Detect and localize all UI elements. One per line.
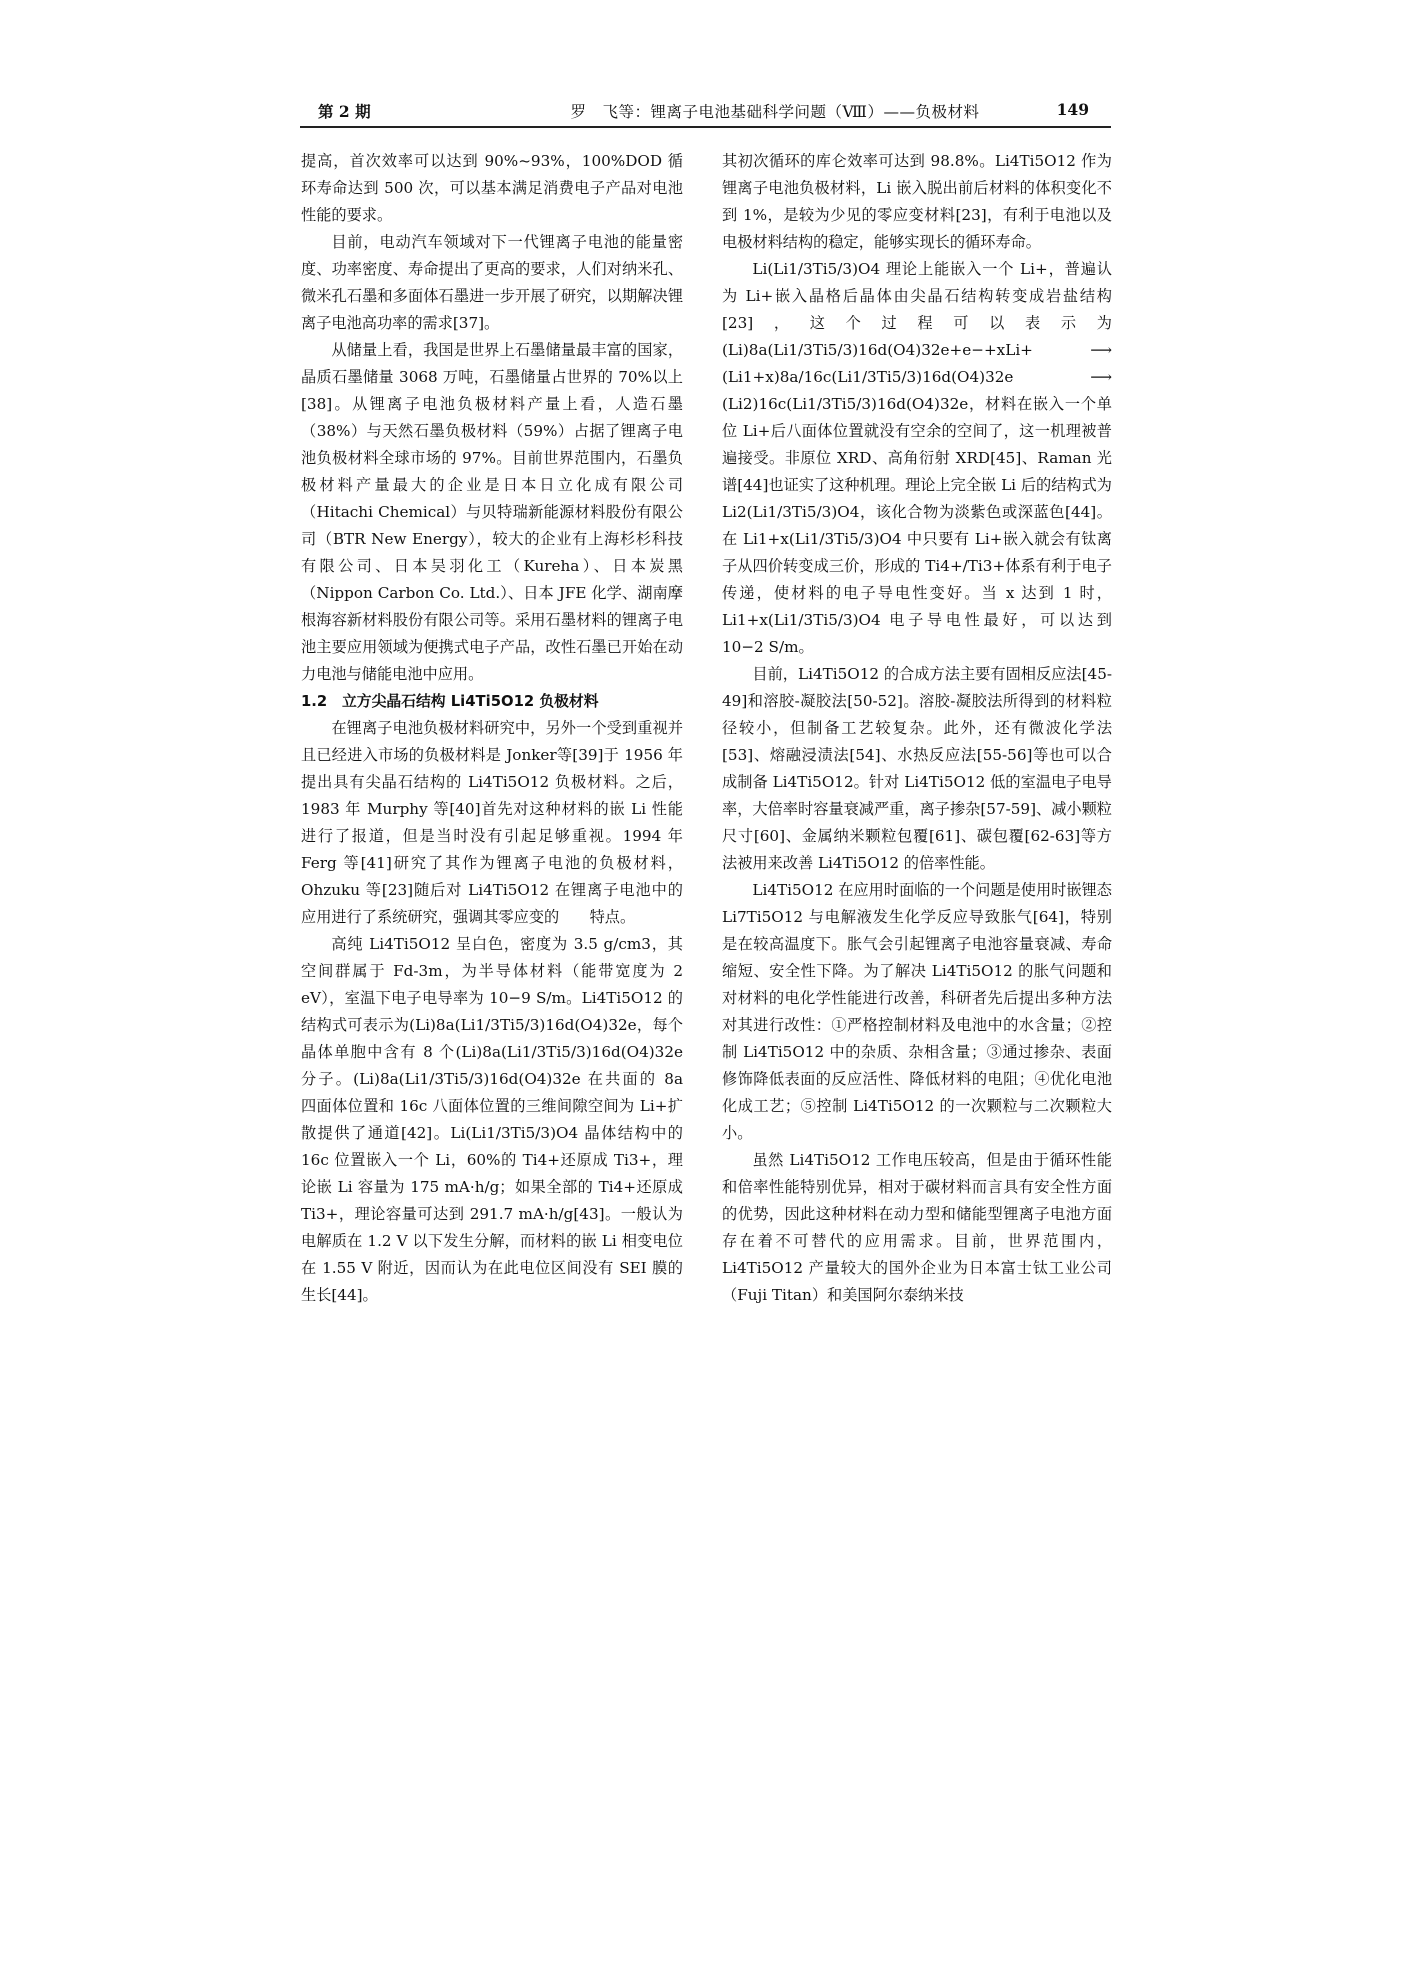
right-paragraph-3: 目前，Li4Ti5O12 的合成方法主要有固相反应法[45-49]和溶胶-凝胶法[50-52]。溶胶-凝胶法所得到的材料粒径较小，但制备工艺较复杂。此外，还有微波化学法[53]、熔融浸渍法[54]、水热反应法[55-56]等也可以合成制备 Li4Ti5O12。针对 Li4Ti5O12 低的室温电子电导率，大倍率时容量衰减严重，离子掺杂[57-59]、减小颗粒尺寸[60]、金属纳米颗粒包覆[61]、碳包覆[62-63]等方法被用来改善 Li4Ti5O12 的倍率性能。 [722,665,1112,872]
left-paragraph-2: 目前，电动汽车领域对下一代锂离子电池的能量密度、功率密度、寿命提出了更高的要求，人们对纳米孔、微米孔石墨和多面体石墨进一步开展了研究，以期解决锂离子电池高功率的需求[37]。 [301,233,683,332]
right-paragraph-1: 其初次循环的库仑效率可达到 98.8%。Li4Ti5O12 作为锂离子电池负极材料，Li 嵌入脱出前后材料的体积变化不到 1%，是较为少见的零应变材料[23]，有利于电池以及电极材料结构的稳定，能够实现长的循环寿命。 [722,152,1112,251]
running-title: 罗 飞等：锂离子电池基础科学问题（Ⅷ）——负极材料 [570,103,980,121]
left-paragraph-4: 在锂离子电池负极材料研究中，另外一个受到重视并且已经进入市场的负极材料是 Jonker等[39]于 1956 年提出具有尖晶石结构的 Li4Ti5O12 负极材料。之后，1983 年 Murphy 等[40]首先对这种材料的嵌 Li 性能进行了报道，但是当时没有引起足够重视。1994 年 Ferg 等[41]研究了其作为锂离子电池的负极材料，Ohzuku 等[23]随后对 Li4Ti5O12 在锂离子电池中的应用进行了系统研究，强调其零应变的 特点。 [301,719,683,926]
page-number: 149 [1056,100,1089,119]
issue-label: 第 2 期 [318,102,371,121]
left-column [301,148,683,1309]
right-paragraph-2: Li(Li1/3Ti5/3)O4 理论上能嵌入一个 Li+，普遍认为 Li+嵌入晶格后晶体由尖晶石结构转变成岩盐结构[23]，这个过程可以表示为 (Li)8a(Li1/3Ti5/3)16d(O4)32e+e−+xLi+ ⟶ (Li1+x)8a/16c(Li1/3Ti5/3)16d(O4)32e ⟶ (Li2)16c(Li1/3Ti5/3)16d(O4)32e，材料在嵌入一个单位 Li+后八面体位置就没有空余的空间了，这一机理被普遍接受。非原位 XRD、高角衍射 XRD[45]、Raman 光谱[44]也证实了这种机理。理论上完全嵌 Li 后的结构式为 Li2(Li1/3Ti5/3)O4，该化合物为淡紫色或深蓝色[44]。在 Li1+x(Li1/3Ti5/3)O4 中只要有 Li+嵌入就会有钛离子从四价转变成三价，形成的 Ti4+/Ti3+体系有利于电子传递，使材料的电子导电性变好。当 x 达到 1 时，Li1+x(Li1/3Ti5/3)O4 电子导电性最好，可以达到 10−2 S/m。 [722,260,1112,656]
left-paragraph-3: 从储量上看，我国是世界上石墨储量最丰富的国家，晶质石墨储量 3068 万吨，石墨储量占世界的 70%以上[38]。从锂离子电池负极材料产量上看，人造石墨（38%）与天然石墨负极材料（59%）占据了锂离子电池负极材料全球市场的 97%。目前世界范围内，石墨负极材料产量最大的企业是日本日立化成有限公司（Hitachi Chemical）与贝特瑞新能源材料股份有限公司（BTR New Energy），较大的企业有上海杉杉科技有限公司、日本吴羽化工（Kureha）、日本炭黑（Nippon Carbon Co. Ltd.）、日本 JFE 化学、湖南摩根海容新材料股份有限公司等。采用石墨材料的锂离子电池主要应用领域为便携式电子产品，改性石墨已开始在动力电池与储能电池中应用。 [301,341,683,683]
right-paragraph-4: Li4Ti5O12 在应用时面临的一个问题是使用时嵌锂态 Li7Ti5O12 与电解液发生化学反应导致胀气[64]，特别是在较高温度下。胀气会引起锂离子电池容量衰减、寿命缩短、安全性下降。为了解决 Li4Ti5O12 的胀气问题和对材料的电化学性能进行改善，科研者先后提出多种方法对其进行改性：①严格控制材料及电池中的水含量；②控制 Li4Ti5O12 中的杂质、杂相含量；③通过掺杂、表面修饰降低表面的反应活性、降低材料的电阻；④优化电池化成工艺；⑤控制 Li4Ti5O12 的一次颗粒与二次颗粒大小。 [722,881,1112,1142]
running-header [300,96,1111,126]
right-paragraph-5: 虽然 Li4Ti5O12 工作电压较高，但是由于循环性能和倍率性能特别优异，相对于碳材料而言具有安全性方面的优势，因此这种材料在动力型和储能型锂离子电池方面存在着不可替代的应用需求。目前，世界范围内，Li4Ti5O12 产量较大的国外企业为日本富士钛工业公司（Fuji Titan）和美国阿尔泰纳米技 [722,1151,1112,1304]
section-heading: 1.2 立方尖晶石结构 Li4Ti5O12 负极材料 [301,693,599,710]
left-paragraph-5: 高纯 Li4Ti5O12 呈白色，密度为 3.5 g/cm3，其空间群属于 Fd-3m，为半导体材料（能带宽度为 2 eV），室温下电子电导率为 10−9 S/m。Li4Ti5O12 的结构式可表示为(Li)8a(Li1/3Ti5/3)16d(O4)32e，每个晶体单胞中含有 8 个(Li)8a(Li1/3Ti5/3)16d(O4)32e 分子。(Li)8a(Li1/3Ti5/3)16d(O4)32e 在共面的 8a 四面体位置和 16c 八面体位置的三维间隙空间为 Li+扩散提供了通道[42]。Li(Li1/3Ti5/3)O4 晶体结构中的 16c 位置嵌入一个 Li，60%的 Ti4+还原成 Ti3+，理论嵌 Li 容量为 175 mA·h/g；如果全部的 Ti4+还原成 Ti3+，理论容量可达到 291.7 mA·h/g[43]。一般认为电解质在 1.2 V 以下发生分解，而材料的嵌 Li 相变电位在 1.55 V 附近，因而认为在此电位区间没有 SEI 膜的生长[44]。 [301,935,683,1304]
header-rule [300,126,1111,128]
left-paragraph-1: 提高，首次效率可以达到 90%~93%，100%DOD 循环寿命达到 500 次，可以基本满足消费电子产品对电池性能的要求。 [301,152,683,224]
right-column [722,148,1112,1309]
